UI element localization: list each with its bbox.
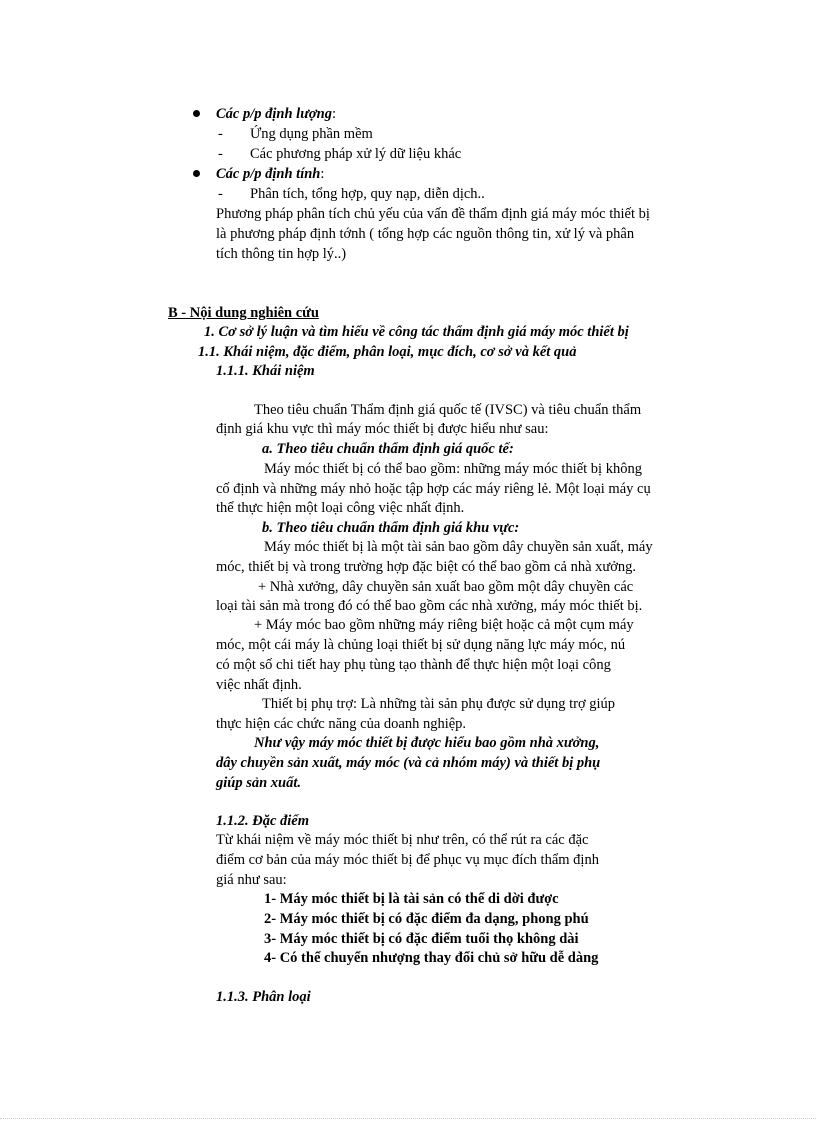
paragraph-line: Máy móc thiết bị là một tài sản bao gồm dây chuyền sản xuất, máy bbox=[264, 539, 653, 555]
dash: - bbox=[218, 186, 223, 202]
heading-1-1: 1.1. Khái niệm, đặc điểm, phân loại, mục đích, cơ sở và kết quả bbox=[198, 344, 577, 360]
list-item bbox=[216, 105, 336, 123]
colon: : bbox=[320, 166, 325, 182]
conclusion-line: Như vậy máy móc thiết bị được hiểu bao gồm nhà xưởng, bbox=[254, 735, 600, 751]
paragraph-line: móc, một cái máy là chủng loại thiết bị sử dụng năng lực máy móc, nú bbox=[216, 637, 626, 653]
paragraph-line: Máy móc thiết bị có thể bao gồm: những máy móc thiết bị không bbox=[264, 461, 642, 477]
colon: : bbox=[331, 106, 337, 122]
paragraph-line: thể thực hiện một loại công việc nhất định. bbox=[216, 500, 465, 516]
sub-heading-b: b. Theo tiêu chuẩn thẩm định giá khu vực: bbox=[262, 520, 520, 536]
heading-1-1-3: 1.1.3. Phân loại bbox=[216, 989, 311, 1005]
paragraph-line: Theo tiêu chuẩn Thẩm định giá quốc tế (IVSC) và tiêu chuẩn thẩm bbox=[254, 402, 642, 418]
paragraph-line: có một số chi tiết hay phụ tùng tạo thành để thực hiện một loại công bbox=[216, 657, 611, 673]
paragraph-line: Thiết bị phụ trợ: Là những tài sản phụ được sử dụng trợ giúp bbox=[262, 696, 616, 712]
list-item bbox=[216, 165, 324, 183]
paragraph-line: cố định và những máy nhỏ hoặc tập hợp các máy riêng lẻ. Một loại máy cụ bbox=[216, 481, 651, 497]
paragraph-line: giá như sau: bbox=[216, 872, 287, 888]
sub-heading-a: a. Theo tiêu chuẩn thẩm định giá quốc tế: bbox=[262, 441, 514, 457]
conclusion-line: dây chuyền sản xuất, máy móc (và cả nhóm máy) và thiết bị phụ bbox=[216, 755, 601, 771]
feature-item: 1- Máy móc thiết bị là tài sản có thể di dời được bbox=[264, 891, 559, 907]
conclusion-line: giúp sản xuất. bbox=[216, 775, 302, 791]
section-heading: B - Nội dung nghiên cứu bbox=[168, 305, 319, 321]
paragraph-line: việc nhất định. bbox=[216, 677, 302, 693]
heading-1-1-2: 1.1.2. Đặc điểm bbox=[216, 813, 310, 829]
paragraph-line: móc, thiết bị và trong trường hợp đặc biệt có thể bao gồm cả nhà xưởng. bbox=[216, 559, 637, 575]
paragraph-line: tích thông tin hợp lý..) bbox=[216, 246, 347, 262]
feature-item: 2- Máy móc thiết bị có đặc điểm đa dạng, phong phú bbox=[264, 911, 589, 927]
sub-item: Phân tích, tổng hợp, quy nạp, diễn dịch.. bbox=[250, 186, 485, 202]
paragraph-line: Phương pháp phân tích chủ yếu của vấn đề thẩm định giá máy móc thiết bị bbox=[216, 206, 650, 222]
heading-1: 1. Cơ sở lý luận và tìm hiểu về công tác thẩm định giá máy móc thiết bị bbox=[204, 324, 629, 340]
paragraph-line: Từ khái niệm về máy móc thiết bị như trên, có thể rút ra các đặc bbox=[216, 832, 589, 848]
paragraph-line: + Máy móc bao gồm những máy riêng biệt hoặc cả một cụm máy bbox=[254, 617, 634, 633]
bullet-icon bbox=[193, 170, 200, 177]
bullet-icon bbox=[193, 110, 200, 117]
feature-item: 3- Máy móc thiết bị có đặc điểm tuổi thọ không dài bbox=[264, 931, 579, 947]
list-item-label: Các p/p định tính bbox=[216, 166, 321, 182]
page-bottom-divider bbox=[0, 1118, 816, 1119]
paragraph-line: loại tài sản mà trong đó có thể bao gồm các nhà xưởng, máy móc thiết bị. bbox=[216, 598, 643, 614]
paragraph-line: là phương pháp định tớnh ( tổng hợp các nguồn thông tin, xử lý và phân bbox=[216, 226, 635, 242]
dash: - bbox=[218, 126, 223, 142]
paragraph-line: + Nhà xưởng, dây chuyền sản xuất bao gồm một dây chuyền các bbox=[258, 579, 634, 595]
paragraph-line: thực hiện các chức năng của doanh nghiệp. bbox=[216, 716, 467, 732]
dash: - bbox=[218, 146, 223, 162]
feature-item: 4- Có thể chuyển nhượng thay đổi chủ sở hữu dễ dàng bbox=[264, 950, 599, 966]
paragraph-line: định giá khu vực thì máy móc thiết bị được hiểu như sau: bbox=[216, 421, 549, 437]
list-item-label: Các p/p định lượng bbox=[216, 106, 332, 122]
heading-1-1-1: 1.1.1. Khái niệm bbox=[216, 363, 315, 379]
paragraph-line: điểm cơ bản của máy móc thiết bị để phục vụ mục đích thẩm định bbox=[216, 852, 599, 868]
sub-item: Ứng dụng phần mềm bbox=[250, 126, 373, 142]
sub-item: Các phương pháp xử lý dữ liệu khác bbox=[250, 146, 462, 162]
